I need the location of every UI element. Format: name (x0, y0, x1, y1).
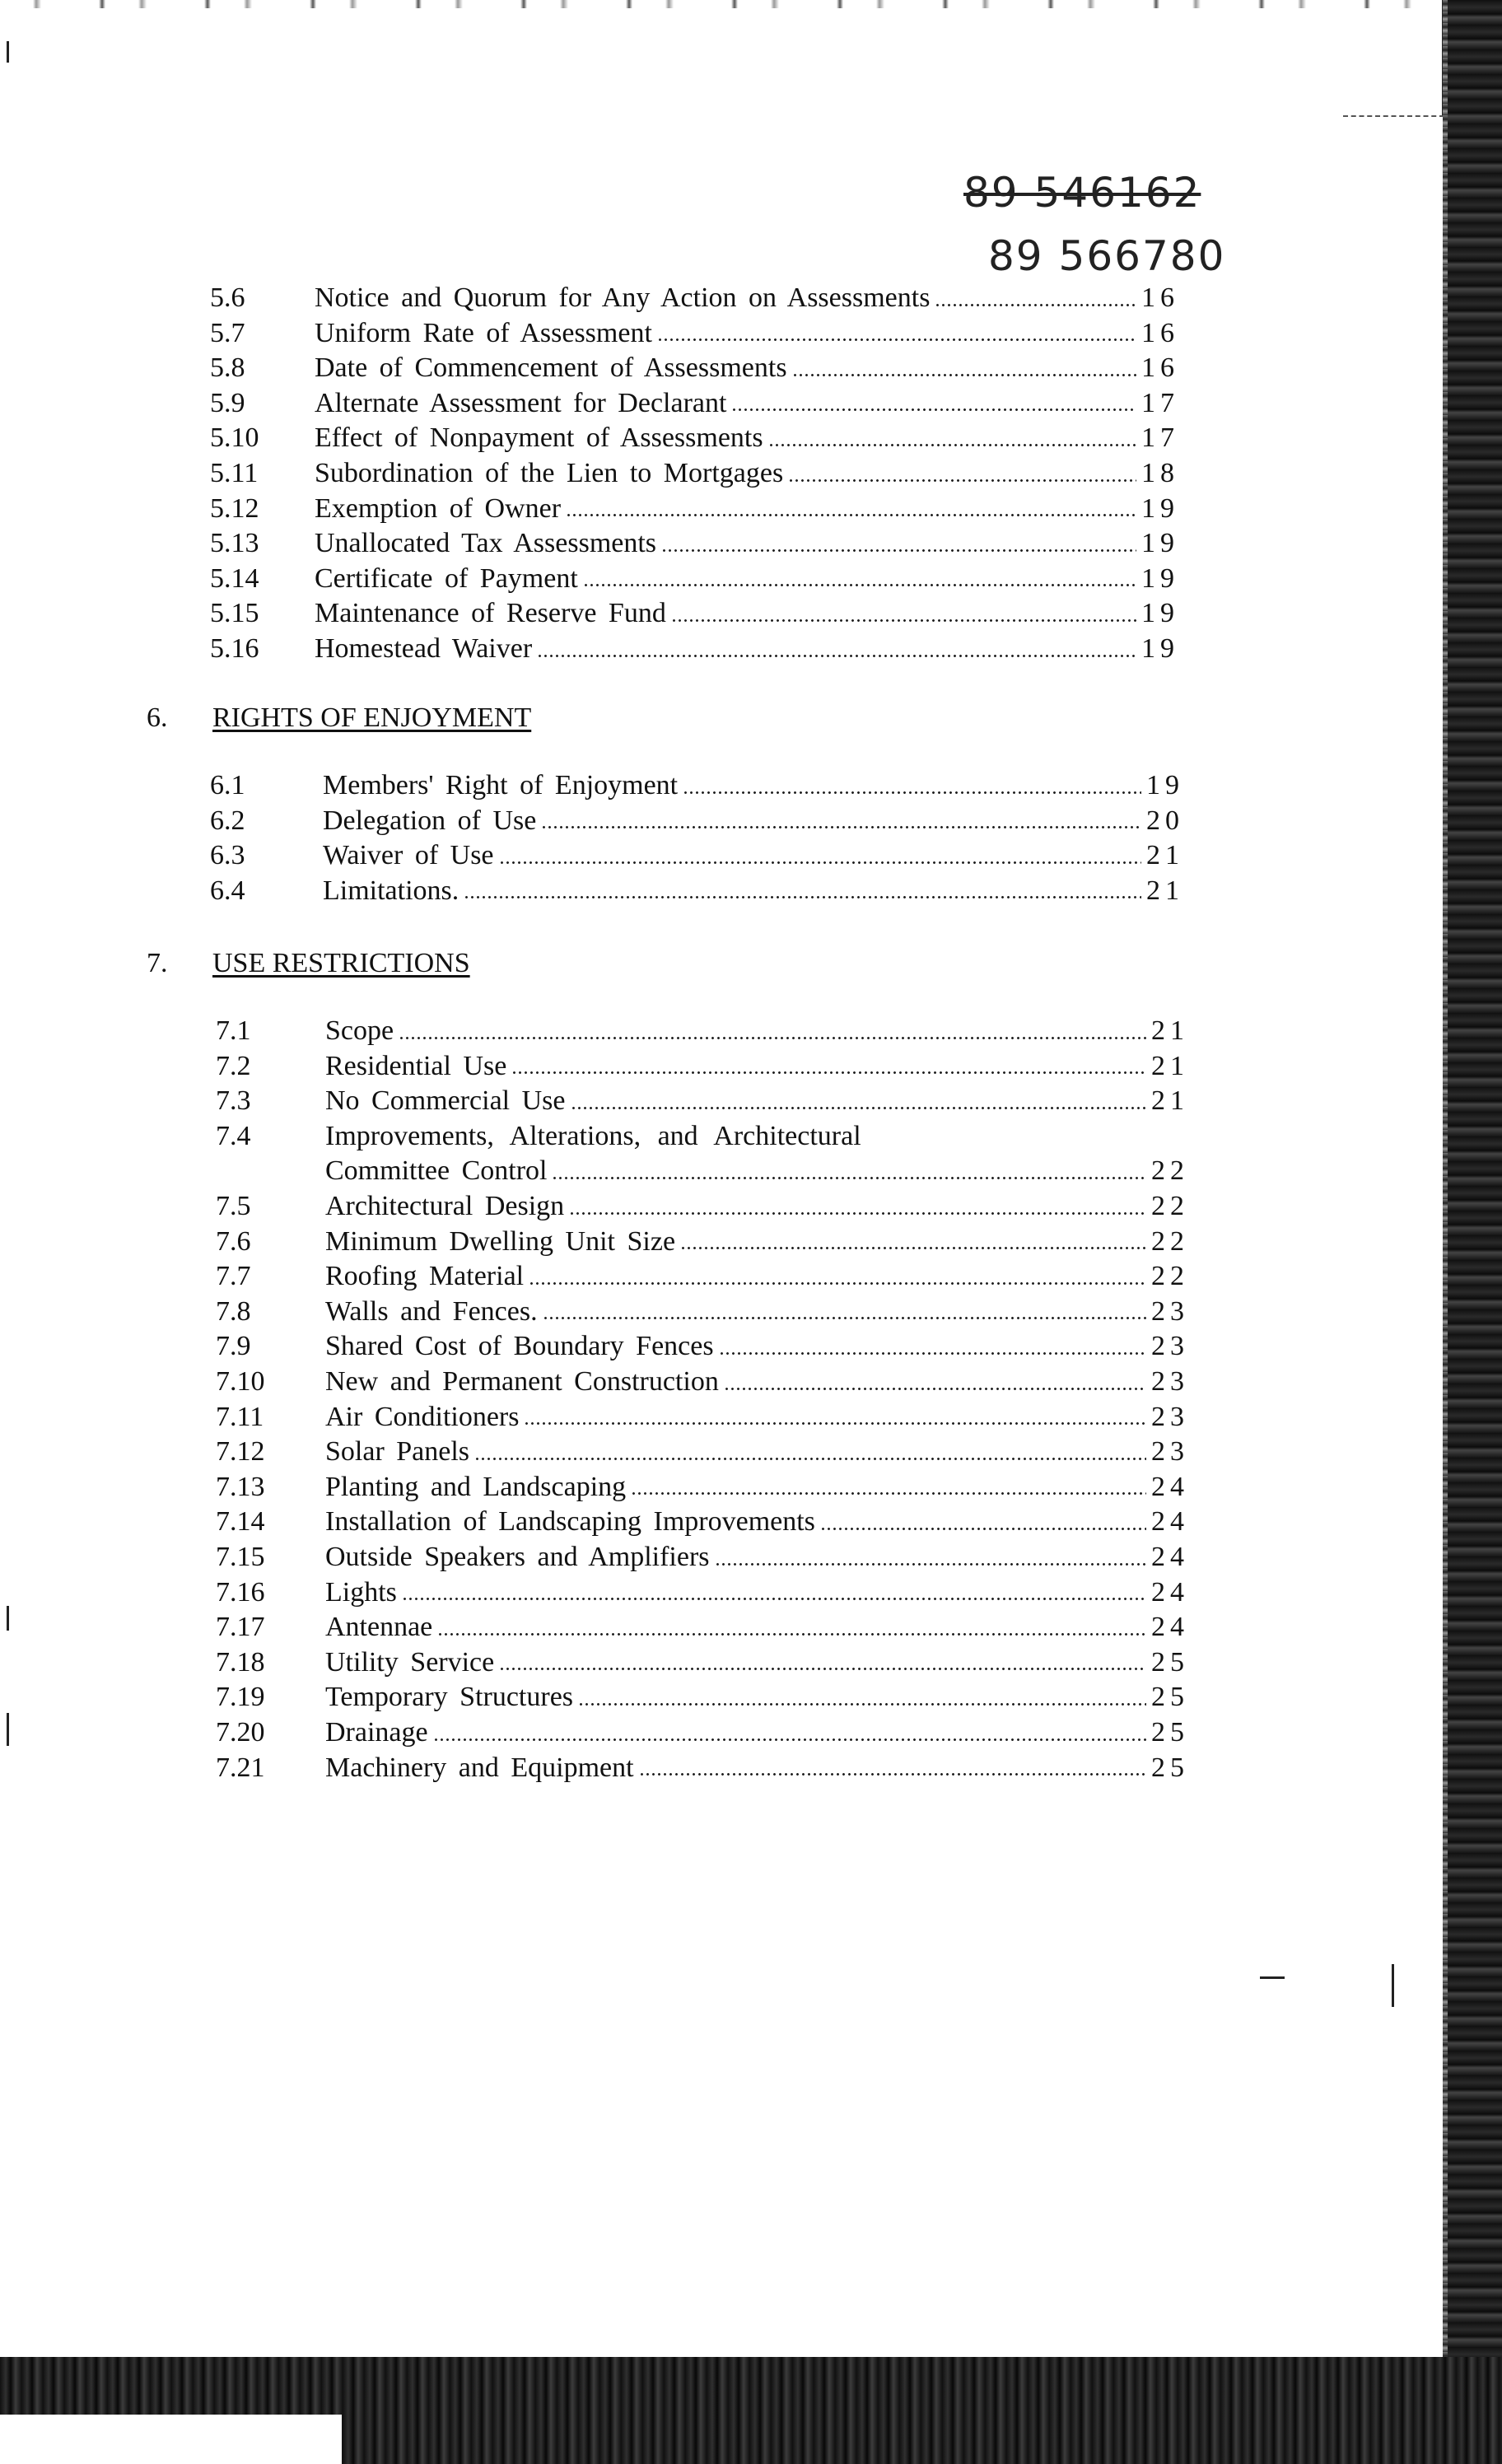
scan-speck (7, 1713, 9, 1746)
toc-entry-page: 23 (1151, 1366, 1189, 1397)
toc-entry-page: 24 (1151, 1576, 1189, 1608)
toc-entry (325, 1505, 1189, 1538)
toc-entry-title: Utility Service (325, 1646, 495, 1678)
toc-entry-page: 19 (1141, 633, 1179, 664)
toc-entry-page: 19 (1141, 528, 1179, 559)
toc-entry-page: 25 (1151, 1752, 1189, 1783)
dot-leader (402, 1596, 1146, 1603)
toc-entry-number: 7.10 (216, 1366, 265, 1397)
dot-leader (719, 1350, 1146, 1356)
toc-entry-title: Residential Use (325, 1050, 507, 1081)
toc-entry-page: 23 (1151, 1401, 1189, 1432)
toc-entry (315, 457, 1179, 490)
toc-entry-page: 25 (1151, 1682, 1189, 1713)
toc-entry-number: 5.15 (210, 598, 259, 629)
toc-entry-page: 23 (1151, 1295, 1189, 1327)
toc-entry (325, 1260, 1189, 1293)
toc-entry-page: 16 (1141, 352, 1179, 384)
toc-entry (325, 1050, 1189, 1083)
dot-leader (731, 407, 1136, 413)
toc-entry-page: 23 (1151, 1331, 1189, 1362)
dot-leader (529, 1280, 1146, 1286)
toc-entry-number: 7.7 (216, 1261, 251, 1292)
dot-leader (499, 1666, 1146, 1673)
toc-entry-title: Lights (325, 1576, 397, 1608)
scan-speck (7, 41, 9, 63)
toc-entry-number: 6.1 (210, 770, 245, 800)
toc-entry (325, 1541, 1189, 1574)
document-number-struck: 89 546162 (963, 169, 1201, 217)
toc-entry-title: No Commercial Use (325, 1085, 566, 1117)
scan-speck (1260, 1976, 1285, 1979)
toc-entry (325, 1681, 1189, 1714)
toc-entry-page: 22 (1151, 1225, 1189, 1257)
toc-entry-page: 25 (1151, 1646, 1189, 1678)
toc-entry-title: Walls and Fences. (325, 1295, 538, 1327)
toc-entry-page: 19 (1141, 562, 1179, 594)
toc-entry (325, 1155, 1189, 1188)
scan-edge-bottom (0, 2357, 1502, 2464)
toc-entry-number: 7.3 (216, 1085, 251, 1117)
dot-leader (571, 1104, 1147, 1111)
toc-entry-page: 24 (1151, 1506, 1189, 1538)
toc-entry-title: Date of Commencement of Assessments (315, 352, 787, 384)
dot-leader (680, 1245, 1146, 1252)
toc-entry (325, 1471, 1189, 1504)
toc-entry-number: 7.13 (216, 1471, 265, 1502)
toc-entry-page: 19 (1141, 492, 1179, 524)
section-number: 6. (147, 702, 168, 733)
toc-entry-number: 7.15 (216, 1542, 265, 1572)
toc-entry-number: 7.6 (216, 1225, 251, 1257)
dot-leader (935, 301, 1136, 308)
toc-entry-number: 5.14 (210, 562, 259, 594)
scan-speck (7, 1606, 9, 1631)
toc-entry-page: 24 (1151, 1542, 1189, 1572)
toc-entry-page: 21 (1146, 840, 1184, 871)
toc-entry-number: 7.12 (216, 1436, 265, 1468)
toc-entry (315, 317, 1179, 350)
toc-entry (315, 422, 1179, 455)
document-number: 89 566780 (988, 232, 1226, 280)
toc-entry-page: 16 (1141, 317, 1179, 348)
dot-leader (437, 1631, 1146, 1637)
toc-entry-number: 7.14 (216, 1506, 265, 1538)
toc-entry-number: 5.10 (210, 422, 259, 454)
toc-entry-number: 5.6 (210, 282, 245, 313)
toc-entry-page: 20 (1146, 805, 1184, 836)
toc-entry-title: Notice and Quorum for Any Action on Assessments (315, 282, 931, 313)
toc-entry-number: 7.1 (216, 1015, 251, 1046)
toc-entry-page: 24 (1151, 1471, 1189, 1502)
toc-entry-page: 24 (1151, 1612, 1189, 1643)
toc-entry (315, 387, 1179, 420)
scan-corner-mark (1343, 0, 1444, 117)
toc-entry-number: 7.16 (216, 1576, 265, 1608)
dot-leader (724, 1385, 1146, 1392)
toc-entry (323, 769, 1184, 802)
toc-entry-page: 25 (1151, 1717, 1189, 1748)
section-heading (147, 702, 531, 735)
toc-entry-title: Air Conditioners (325, 1401, 520, 1432)
dot-leader (474, 1455, 1146, 1462)
toc-entry-page: 21 (1151, 1015, 1189, 1046)
toc-entry-title: Certificate of Payment (315, 562, 578, 594)
scan-edge-top (0, 0, 1502, 8)
toc-entry (325, 1330, 1189, 1363)
toc-entry-page: 21 (1151, 1085, 1189, 1117)
toc-entry-number: 6.4 (210, 875, 245, 906)
toc-entry-page: 19 (1141, 598, 1179, 629)
toc-entry-number: 7.19 (216, 1682, 265, 1713)
toc-entry (325, 1611, 1189, 1644)
toc-entry (325, 1295, 1189, 1328)
dot-leader (820, 1525, 1146, 1532)
toc-entry-title: Shared Cost of Boundary Fences (325, 1331, 714, 1362)
toc-entry (315, 492, 1179, 525)
toc-entry-title: Roofing Material (325, 1261, 525, 1292)
dot-leader (661, 547, 1136, 553)
toc-entry-page: 22 (1151, 1261, 1189, 1292)
toc-entry-title: Improvements, Alterations, and Architectural (325, 1120, 861, 1151)
toc-entry-title: Installation of Landscaping Improvements (325, 1506, 815, 1538)
dot-leader (511, 1070, 1146, 1076)
toc-entry-page: 22 (1151, 1155, 1189, 1187)
toc-entry-page: 23 (1151, 1436, 1189, 1468)
toc-entry-title: Limitations. (323, 875, 459, 906)
toc-entry-title: New and Permanent Construction (325, 1366, 719, 1397)
toc-entry (325, 1716, 1189, 1749)
dot-leader (578, 1701, 1146, 1707)
toc-entry-page: 21 (1151, 1050, 1189, 1081)
dot-leader (499, 859, 1141, 866)
toc-entry-title: Minimum Dwelling Unit Size (325, 1225, 676, 1257)
toc-entry-title: Effect of Nonpayment of Assessments (315, 422, 763, 454)
toc-entry-number: 5.11 (210, 458, 259, 488)
toc-entry-title: Committee Control (325, 1155, 548, 1187)
dot-leader (433, 1736, 1146, 1743)
toc-entry-number: 5.13 (210, 528, 259, 559)
toc-entry-number: 7.18 (216, 1646, 265, 1678)
toc-entry (323, 839, 1184, 872)
toc-entry-title: Delegation of Use (323, 805, 537, 836)
toc-entry-title: Exemption of Owner (315, 492, 562, 524)
scan-white-tab (0, 2415, 342, 2464)
toc-entry-number: 5.12 (210, 492, 259, 524)
scan-edge-right (1443, 0, 1502, 2464)
toc-entry (325, 1225, 1189, 1258)
toc-entry-title: Drainage (325, 1717, 428, 1748)
toc-entry-number: 7.17 (216, 1612, 265, 1643)
toc-entry (325, 1190, 1189, 1223)
dot-leader (671, 617, 1136, 623)
toc-entry-number: 7.8 (216, 1295, 251, 1327)
toc-entry-number: 5.8 (210, 352, 245, 384)
toc-entry-page: 18 (1141, 458, 1179, 488)
toc-entry (325, 1752, 1189, 1785)
toc-entry (315, 632, 1179, 665)
toc-entry-number: 7.11 (216, 1401, 264, 1432)
toc-entry (323, 805, 1184, 838)
toc-entry-title: Machinery and Equipment (325, 1752, 634, 1783)
dot-leader (639, 1771, 1146, 1778)
toc-entry-title: Unallocated Tax Assessments (315, 528, 657, 559)
toc-entry (323, 875, 1184, 908)
toc-entry-title: Waiver of Use (323, 840, 494, 871)
toc-entry-title: Outside Speakers and Amplifiers (325, 1542, 710, 1572)
toc-entry-number: 7.9 (216, 1331, 251, 1362)
dot-leader (552, 1174, 1146, 1181)
dot-leader (631, 1491, 1146, 1497)
toc-entry-title: Architectural Design (325, 1191, 565, 1221)
toc-entry-number: 5.9 (210, 387, 245, 418)
toc-entry-title: Homestead Waiver (315, 633, 533, 664)
dot-leader (715, 1561, 1146, 1567)
dot-leader (657, 337, 1136, 343)
toc-entry-page: 21 (1146, 875, 1184, 906)
dot-leader (543, 1315, 1146, 1322)
toc-entry (325, 1576, 1189, 1609)
toc-entry-title: Scope (325, 1015, 394, 1046)
section-title: USE RESTRICTIONS (212, 948, 470, 978)
toc-entry-page: 16 (1141, 282, 1179, 313)
toc-entry-title: Temporary Structures (325, 1682, 574, 1713)
toc-entry-number: 6.3 (210, 840, 245, 871)
dot-leader (792, 371, 1136, 378)
dot-leader (399, 1034, 1146, 1041)
toc-entry (325, 1646, 1189, 1679)
toc-entry (315, 597, 1179, 630)
scan-speck (1392, 1964, 1394, 2007)
toc-entry-number: 5.7 (210, 317, 245, 348)
toc-entry (325, 1015, 1189, 1048)
toc-entry-page: 17 (1141, 387, 1179, 418)
toc-entry-page: 17 (1141, 422, 1179, 454)
section-number: 7. (147, 948, 168, 978)
toc-entry-title: Planting and Landscaping (325, 1471, 627, 1502)
toc-entry-title: Antennae (325, 1612, 433, 1643)
dot-leader (464, 894, 1141, 901)
toc-entry-number: 5.16 (210, 633, 259, 664)
dot-leader (537, 652, 1136, 659)
toc-entry-title: Maintenance of Reserve Fund (315, 598, 666, 629)
toc-entry (325, 1365, 1189, 1398)
toc-entry (315, 282, 1179, 315)
section-title: RIGHTS OF ENJOYMENT (212, 702, 532, 733)
toc-entry-number: 7.4 (216, 1120, 251, 1151)
toc-entry-title: Members' Right of Enjoyment (323, 770, 679, 800)
toc-entry-number: 7.2 (216, 1050, 251, 1081)
dot-leader (524, 1421, 1146, 1427)
dot-leader (541, 824, 1141, 831)
section-heading (147, 947, 470, 980)
dot-leader (788, 477, 1136, 483)
toc-entry-page: 19 (1146, 770, 1184, 800)
toc-entry (325, 1085, 1189, 1118)
dot-leader (583, 582, 1136, 589)
toc-entry-title: Uniform Rate of Assessment (315, 317, 652, 348)
toc-entry-number: 7.20 (216, 1717, 265, 1748)
toc-entry-number: 7.21 (216, 1752, 265, 1783)
dot-leader (566, 512, 1136, 519)
toc-entry (315, 527, 1179, 560)
toc-entry-number: 7.5 (216, 1191, 251, 1221)
toc-entry-title: Alternate Assessment for Declarant (315, 387, 727, 418)
toc-entry-page: 22 (1151, 1191, 1189, 1221)
toc-entry-number: 6.2 (210, 805, 245, 836)
dot-leader (569, 1210, 1146, 1216)
dot-leader (768, 441, 1136, 448)
toc-entry-title: Subordination of the Lien to Mortgages (315, 458, 784, 488)
toc-entry-title: Solar Panels (325, 1436, 470, 1468)
toc-entry (325, 1401, 1189, 1434)
toc-entry (325, 1435, 1189, 1468)
dot-leader (683, 789, 1141, 796)
toc-entry (315, 562, 1179, 595)
toc-entry (315, 352, 1179, 385)
